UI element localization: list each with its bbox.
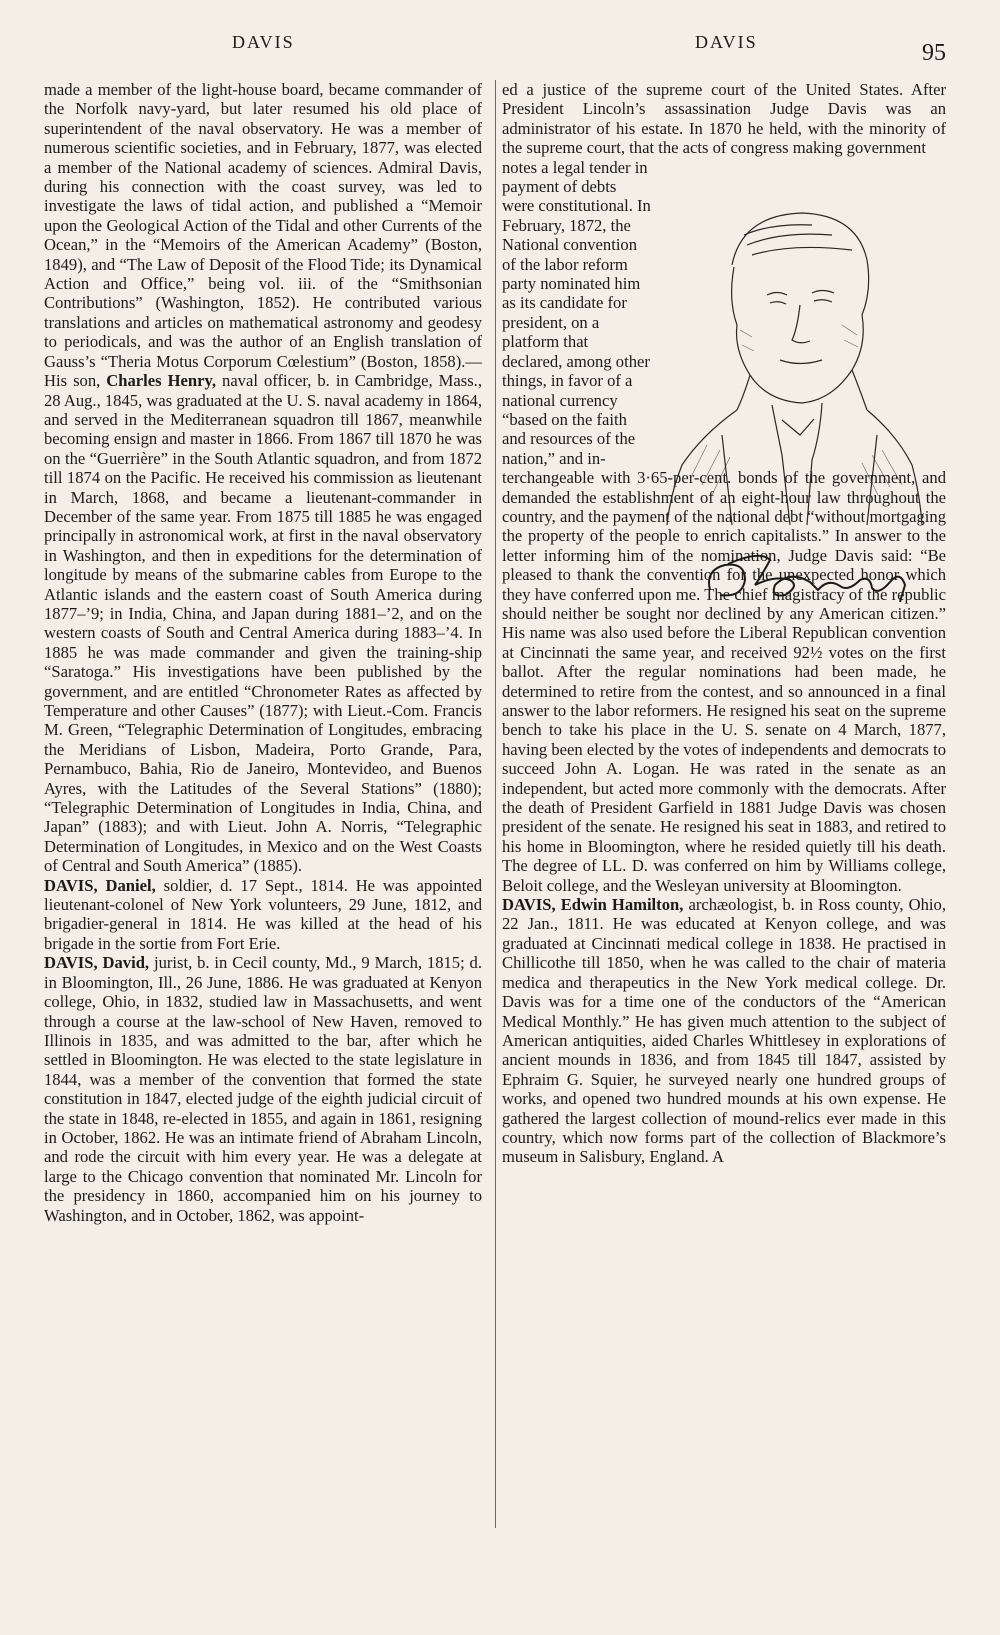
running-head-right: DAVIS xyxy=(695,32,758,52)
running-head-left: DAVIS xyxy=(232,32,295,52)
daniel-davis-name: DAVIS, Daniel, xyxy=(44,875,156,895)
david-davis-continued-wide: terchangeable with 3·65-per-cent. bonds of the government, and demanded the establishment of an eight-hour law throughout the country, and the payment of the national debt “without mortgaging the property of the people to enrich capitalists.” In answer to the letter informing him of the nomination, Judge Davis said: “Be pleased to thank the convention for the unexpected honor which they have conferred upon me. The chief magistracy of the republic should neither be sought nor declined by any American citizen.” His name was also used before the Liberal Republican convention at Cincinnati the same year, and received 92½ votes on the first ballot. After the regular nominations had been made, he determined to retire from the contest, and so announced in a final answer to the labor reformers. He resigned his seat on the supreme bench to take his place in the U. S. senate on 4 March, 1877, having been elected by the votes of independents and democrats to succeed John A. Logan. He was rated in the senate as an independent, but acted more commonly with the democrats. After the death of President Garfield in 1881 Judge Davis was chosen president of the senate. He resigned his seat in 1883, and retired to his home in Bloomington, where he resided quietly till his death. The degree of LL. D. was conferred on him by Williams college, Beloit college, and the Wesleyan university at Bloomington. xyxy=(502,468,946,895)
david-davis-entry xyxy=(44,953,482,1225)
david-davis-continued: ed a justice of the supreme court of the United States. After President Lincoln’s assassination Judge Davis was an administrator of his estate. In 1870 he held, with the minority of the supreme court, that the acts of congress making government xyxy=(502,80,946,158)
admiral-davis-text: made a member of the light-house board, became commander of the Norfolk navy-yard, but later resumed his old place of superintendent of the naval observatory. He was a member of numerous scientific societies, and in February, 1877, was elected a member of the National academy of sciences. Admiral Davis, during his connection with the coast survey, was led to investigate the laws of tidal action, and published a “Memoir upon the Geological Action of the Tidal and other Currents of the Ocean,” in the “Memoirs of the American Academy” (Boston, 1849), and “The Law of Deposit of the Flood Tide; its Dynamical Action and Office,” being vol. iii. of the “Smithsonian Contributions” (Washington, 1852). He contributed various translations and articles on mathematical astronomy and geodesy to periodicals, and was the author of an English translation of Gauss’s “Theria Motus Corporum Cœlestium” (Boston, 1858).—His son, xyxy=(44,80,482,391)
daniel-davis-text: soldier, d. 17 Sept., 1814. He was appointed lieutenant-colonel of New York volunteers, 29 June, 1812, and brigadier-general in 1814. He was killed at the head of his brigade in the sortie from Fort Erie. xyxy=(44,875,482,953)
daniel-davis-entry xyxy=(44,876,482,954)
charles-henry-text: naval officer, b. in Cambridge, Mass., 28 Aug., 1845, was graduated at the U. S. naval academy in 1864, and served in the Mediterranean squadron till 1867, meanwhile becoming ensign and master in 1866. From 1867 till 1870 he was on the “Guerrière” in the South Atlantic squadron, and from 1872 till 1874 on the Pacific. He received his commission as lieutenant in March, 1868, and became a lieutenant-commander in December of the same year. From 1875 till 1885 he was engaged principally in astronomical work, at first in the naval observatory in Washington, and then in expeditions for the determination of longitude by means of the submarine cables from Europe to the Atlantic islands and the eastern coast of South America during 1877–’9; in India, China, and Japan during 1881–’2, and on the western coasts of South and Central America during 1883–’4. In 1885 he was made commander and given the training-ship “Saratoga.” His investigations have been published by the government, and are entitled “Chronometer Rates as affected by Temperature and other Causes” (1877); with Lieut.-Com. Francis M. Green, “Telegraphic Determination of Longitudes, embracing the Meridians of Lisbon, Madeira, Porto Grande, Para, Pernambuco, Bahia, Rio de Janeiro, Montevideo, and Buenos Ayres, with the Latitudes of the Several Stations” (1880); “Telegraphic Determination of Longitudes in India, China, and Japan” (1883); and with Lieut. John A. Norris, “Telegraphic Determination of Longitudes, in Mexico and on the West Coasts of Central and South America” (1885). xyxy=(44,371,482,876)
edwin-davis-entry xyxy=(502,895,946,1167)
david-davis-name: DAVIS, David, xyxy=(44,953,150,973)
david-davis-text: jurist, b. in Cecil county, Md., 9 March, 1815; d. in Bloomington, Ill., 26 June, 1886. He was graduated at Kenyon college, Ohio, in 1832, studied law in Massachusetts, and went through a course at the law-school of New Haven, removed to Illinois in 1835, and was admitted to the bar, after which he settled in Bloomington. He was elected to the state legislature in 1844, was a member of the convention that formed the state constitution in 1847, elected judge of the eighth judicial circuit of the state in 1848, re-elected in 1855, and again in 1861, resigning in October, 1862. He was an intimate friend of Abraham Lincoln, and rode the circuit with him every year. He was a delegate at large to the Chicago convention that nominated Mr. Lincoln for the presidency in 1860, accompanied him on his journey to Washington, and in October, 1862, was appoint- xyxy=(44,953,483,1225)
autograph-signature xyxy=(700,540,930,610)
text-beside-portrait: notes a legal tender in payment of debts were constitutional. In February, 1872, the National convention of the labor reform party nominated him as its candidate for president, on a platform that declared, among other things, in favor of a national currency “based on the faith and resources of the nation,” and in- xyxy=(502,157,651,468)
page-number: 95 xyxy=(922,40,946,66)
edwin-davis-name: DAVIS, Edwin Hamilton, xyxy=(502,895,684,915)
left-column xyxy=(44,80,482,1225)
edwin-davis-text: archæologist, b. in Ross county, Ohio, 22 Jan., 1811. He was educated at Kenyon college, and was graduated at Cincinnati medical college in 1838. He practised in Chillicothe till 1850, when he was called to the chair of materia medica and therapeutics in the New York medical college. Dr. Davis was for a time one of the conductors of the “American Medical Monthly.” He has given much attention to the subject of American antiquities, aided Charles Whittlesey in explorations of ancient mounds in 1836, and from 1845 till 1847, assisted by Ephraim G. Squier, he surveyed nearly one hundred groups of works, and opened two hundred mounds at his own expense. He gathered the largest collection of mound-relics ever made in this country, which now forms part of the collection of Blackmore’s museum in Salisbury, England. A xyxy=(502,895,946,1167)
portrait-engraving xyxy=(662,195,924,525)
column-divider xyxy=(495,80,496,1528)
left-paragraph-continued xyxy=(44,80,482,876)
charles-henry-name: Charles Henry, xyxy=(106,371,216,391)
